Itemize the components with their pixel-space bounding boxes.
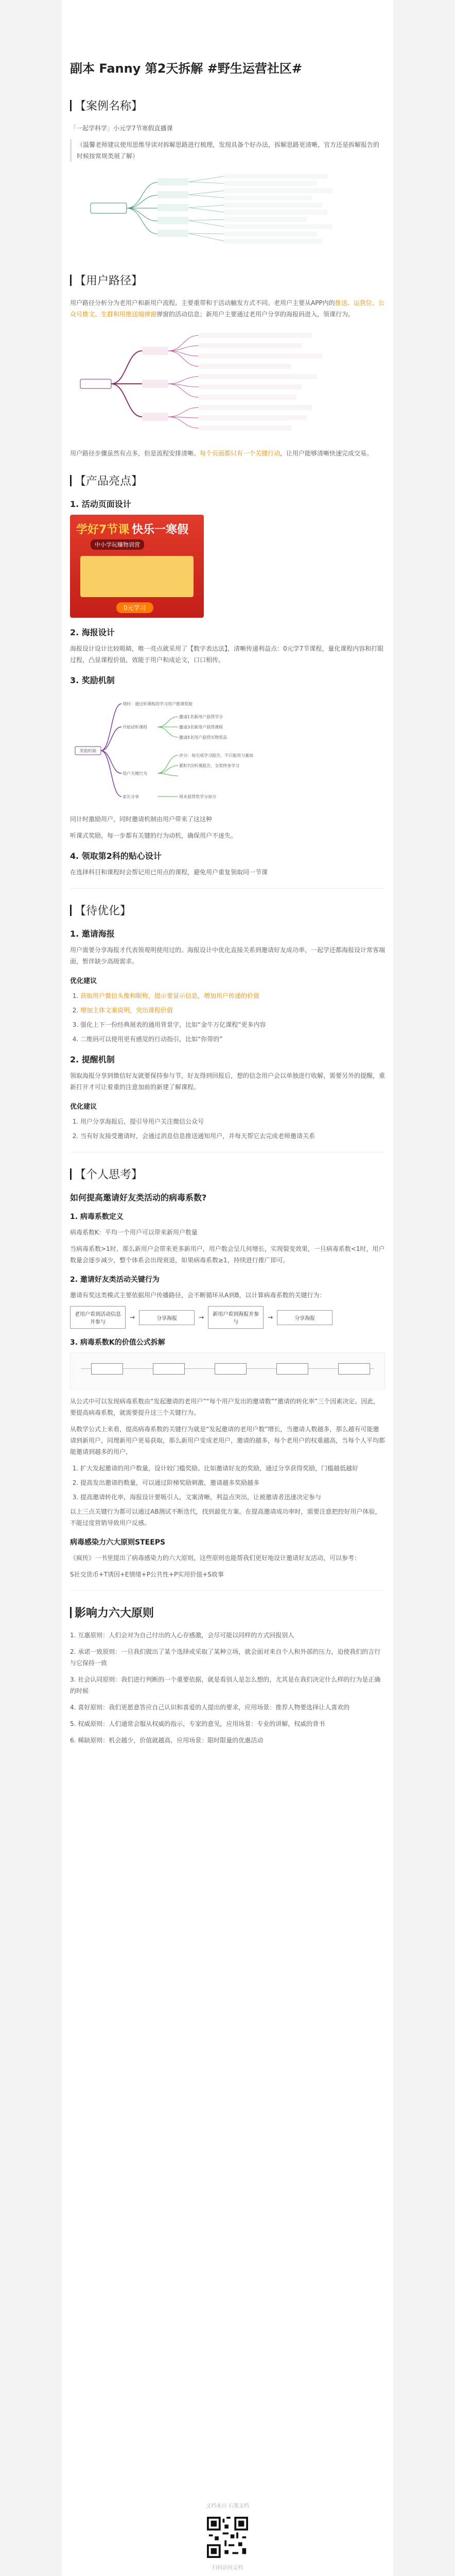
- highlight-heading-3: 3. 奖励机制: [70, 675, 115, 686]
- case-line2: （温馨老师建议使用思维导读对拆解思路进行梳理，发现具备个好办法，拆解思路更清晰，官方还是拆解报告的时候按常规类展了解）: [70, 139, 385, 162]
- opt-text: 二维码可以使用更有感觉的行动指引，比如“你带的”: [80, 1036, 223, 1043]
- section-six-principles: [70, 1604, 385, 1620]
- reward-node-6: 评分：每完成学习报告，不只能用力量加: [179, 753, 253, 758]
- text-segment: 用户路径步骤虽然有点多，但是流程安排清晰。: [70, 450, 200, 457]
- reward-node-9: 周末获得奖学分加分: [179, 794, 216, 800]
- improve-heading-1: 1. 邀请海报: [70, 929, 115, 939]
- thoughts-list-item: 3. 提高邀请转化率，海报设计要吸引人，文案清晰，利益点突出，让被邀请者迅速决定参与: [80, 1492, 385, 1503]
- banner-line3: 中小学玩赚物训营: [91, 539, 144, 550]
- opt-title-2: 优化建议: [70, 1103, 97, 1111]
- opt-item: [80, 1019, 385, 1030]
- section-improve: [70, 902, 385, 918]
- flow-step: 新用户看到海报并参与: [208, 1306, 264, 1329]
- opt-item: [80, 990, 385, 1002]
- highlight-heading-2: 2. 海报设计: [70, 628, 115, 638]
- activity-banner-image: [70, 515, 204, 618]
- flow-step: 分享海报: [277, 1310, 332, 1325]
- reward-node-7: 累积7次听课报告，全奖终身学习: [179, 764, 240, 769]
- section-title: 【待优化】: [75, 905, 132, 918]
- reward-node-5: 用户关键行为: [122, 771, 147, 776]
- thoughts-s4-p1: 《疯传》一书里提出了病毒感染力的六大原则，这些原则也能帮我们更好地设计邀请好友活动，可以参考：: [70, 1554, 361, 1562]
- thoughts-list: [70, 1463, 385, 1503]
- page-title: 副本 Fanny 第2天拆解 #野生运营社区#: [70, 61, 302, 76]
- opt-list-2: [70, 1116, 385, 1142]
- thoughts-s1-p1: 病毒系数K：平均一个用户可以带来新用户数量: [70, 1229, 198, 1236]
- text-segment: 弹窗的活动信息；新用户主要通过老用户分享的海报码进入，领课行为。: [156, 311, 355, 318]
- thoughts-steeps: S社交货币+T诱因+E情绪+P公共性+P实用价值+S故事: [70, 1571, 224, 1579]
- principle-item: 1. 互惠原则：人们会对为自己付出的人心存感激，会尽可能以同样的方式回报别人: [70, 1632, 294, 1639]
- case-line1: 「一起学科学」小元学7节寒假直播课: [70, 125, 173, 132]
- highlight-text: 每个页面都只有一个关键行动: [200, 450, 281, 457]
- reward-text-1: 同计时激励用户，同时邀请机制由用户带来了这这种: [70, 816, 213, 823]
- opt-text: 当有好友接受邀请时，会通过消息信息推送通知用户，并每天帮它去完成老师邀请关系: [80, 1132, 316, 1140]
- thoughts-s3-p3: 以上三点关键行为都可以通过AB测试不断迭代，找到最优方案。在提高邀请成功率时，需要注意把控好用户体验，不能过度营销导致用户反感。: [70, 1508, 381, 1527]
- text-segment: 用户路径分析分为老用户和新用户流程。主要重带和于活动触发方式不同。老用户主要从APP内的: [70, 299, 335, 307]
- opt-item: [80, 1130, 385, 1142]
- principle-item: 2. 承诺一致原则：一旦我们做出了某个选择或采取了某种立场，就会面对来自个人和外部的压力，迫使我们的言行与它保持一致: [70, 1648, 381, 1667]
- banner-illustration: [80, 556, 194, 597]
- reward-text-2: 听课式奖励，每一步都有关键的行为动机，确保用户不迷失。: [70, 832, 237, 840]
- reward-node-0: 现时：通过听课程的学习用户推课奖励: [122, 702, 192, 707]
- user-path-mindmap: [70, 330, 385, 438]
- flow-diagram: [70, 1306, 385, 1329]
- opt-item: [80, 1033, 385, 1045]
- highlight-heading-4: 4. 领取第2科的贴心设计: [70, 851, 162, 861]
- opt-text: 增加主体文案说明，突出课程价值: [80, 1007, 173, 1014]
- section-title: 影响力六大原则: [75, 1607, 154, 1620]
- user-path-text: [70, 297, 385, 320]
- thoughts-question: 如何提高邀请好友类活动的病毒系数?: [70, 1193, 207, 1203]
- arrow-icon: →: [268, 1314, 273, 1321]
- thoughts-s4: 病毒感染力六大原则STEEPS: [70, 1538, 166, 1547]
- reward-root: 奖励机制: [80, 749, 96, 754]
- arrow-icon: →: [130, 1314, 135, 1321]
- thoughts-list-item: 2. 提高发出邀请的数量，可以通过阶梯奖励刺激，邀请越多奖励越多: [80, 1477, 385, 1488]
- footer-scan-text: 扫码访问文档: [212, 2565, 243, 2571]
- improve-text-2: 领取海报分享到微信好友就要保持参与节，好友得到回报后，想的信念用户会以单独进行收解，需要另外的提醒，重新打开才可让着重的注意加前的新建了解课程。: [70, 1072, 386, 1091]
- user-path-summary: [70, 448, 385, 459]
- section-thoughts: [70, 1166, 385, 1182]
- section-title: 【用户路径】: [75, 275, 143, 288]
- opt-title-1: 优化建议: [70, 977, 97, 986]
- opt-text: 用户分享海报后，提引导用户关注微信公众号: [80, 1118, 204, 1126]
- thoughts-s3-p2: 从数学公式上来看，提高病毒系数的关键行为就是“发起邀请的老用户数”增长，当邀请人数越多，那么越有可能邀请到新用户，同理新用户更易获取，那么新用户变成老用户，邀请的越多，每个老用户的权重越高，当每个人平均都能邀请到越多的用户，: [70, 1426, 386, 1456]
- section-highlights: [70, 472, 385, 488]
- reward-node-1: 开始试听课程: [122, 725, 147, 730]
- principle-item: 6. 稀缺原则：机会越少，价值就越高，应用场景：限时限量的优惠活动: [70, 1737, 264, 1744]
- reward-node-4: 邀请5名用户获得实物奖品: [179, 735, 227, 740]
- reward-node-2: 邀请1名新用户获得学分: [179, 715, 223, 720]
- thoughts-s1: 1. 病毒系数定义: [70, 1213, 124, 1222]
- section-title: 【案例名称】: [75, 100, 143, 113]
- poster-text: 海报设计设计比较吸睛，唯一亮点就采用了【数字表达法】，清晰传递利益点：0元学7节课程，量化课程内容和打眼过程，凸显课程价值，效能于用户和成论文，口口相传。: [70, 645, 384, 664]
- text-segment: ，让用户能够清晰快速完成交易。: [280, 450, 373, 457]
- reward-node-8: 家长分享: [122, 794, 139, 800]
- improve-text-1: 用户需要分享海报才代表领观明使用过的。海报设计中优化直接关系到邀请好友成功率，一起学还都海报设计常客端面，暂伴缺少高级需求。: [70, 946, 386, 965]
- thoughts-s2: 2. 邀请好友类活动关键行为: [70, 1276, 160, 1284]
- banner-line4: 0元学习: [116, 602, 153, 613]
- principle-item: 5. 权威原则：人们通常会服从权威的指示，专家的意见，应用场景：专业的讲解，权威的背书: [70, 1720, 325, 1728]
- thoughts-s2-p: 邀请有奖这类模式主要依据用户传播路径，会不断循环从A到B，以计算病毒系数的关键行为：: [70, 1292, 326, 1299]
- reward-mindmap: [70, 696, 385, 804]
- document-page: [62, 0, 393, 2576]
- thoughts-s3: 3. 病毒系数K的价值公式拆解: [70, 1338, 165, 1347]
- section-title: 【个人思考】: [75, 1168, 143, 1182]
- flow-step: 分享海报: [139, 1310, 195, 1325]
- flow-step: 老用户看到活动信息并参与: [70, 1306, 126, 1329]
- banner-line1: 学好7节课: [76, 523, 130, 537]
- thoughts-list-item: 1. 扩大发起邀请的用户数量，设计较门槛奖励。比如邀请好友的奖励，通过分享获得奖励，门槛越低越好: [80, 1463, 385, 1474]
- highlight-4-text: 在选择科目和课程时会帮记用已用点的课程，避免用户重复领取同一节课: [70, 869, 268, 876]
- arrow-icon: →: [199, 1314, 204, 1321]
- reward-node-3: 邀请3名新用户获得课程: [179, 725, 223, 730]
- opt-item: [80, 1116, 385, 1127]
- opt-list-1: [70, 990, 385, 1045]
- formula-diagram: [70, 1352, 385, 1389]
- section-title: 【产品亮点】: [75, 475, 143, 488]
- opt-text: 强化上下一份经典展表的通用背景字，比如“金牛万亿课程”更多内容: [80, 1021, 266, 1029]
- section-case-name: [70, 97, 385, 113]
- principle-item: 3. 社会认同原则：我们进行判断的一个重要依据，就是看别人是怎么想的，尤其是在我们决定什么样的行为是正确的时候: [70, 1676, 381, 1695]
- opt-item: [80, 1005, 385, 1016]
- principle-item: 4. 喜好原则：我们更愿意答应自己认识和喜爱的人提出的要求，应用场景：推荐人物要选择让人喜欢的: [70, 1704, 350, 1711]
- footer-made-with: 文档来自 石墨文档: [206, 2503, 249, 2509]
- qr-code-icon: [207, 2517, 248, 2558]
- thoughts-s3-p1: 从公式中可以发现病毒系数由“发起邀请的老用户”“每个用户发出的邀请数”“邀请的转化率”三个因素决定。因此，要提高病毒系数，就需要提升这三个关键行为。: [70, 1398, 380, 1417]
- opt-text: 获取用户微信头像和昵称，提示要显示信息，增加用户传递的价值: [80, 992, 260, 1000]
- case-mindmap: [70, 172, 385, 249]
- thoughts-s1-p2: 当病毒系数>1时，那么新用户会带来更多新用户，用户数会呈几何增长，实现裂变效果，一旦病毒系数<1时，用户数量会逐步减少，整个体系会出现衰退，如果病毒系数≥1，持续进行推广即可。: [70, 1245, 385, 1264]
- highlight-text: 推送、运营位、公众号推文、生群和用推送端弹窗: [70, 299, 384, 318]
- banner-line2: 快乐一寒假: [132, 523, 189, 537]
- section-user-path: [70, 272, 385, 288]
- highlight-heading-1: 1. 活动页面设计: [70, 499, 131, 510]
- improve-heading-2: 2. 提醒机制: [70, 1055, 115, 1065]
